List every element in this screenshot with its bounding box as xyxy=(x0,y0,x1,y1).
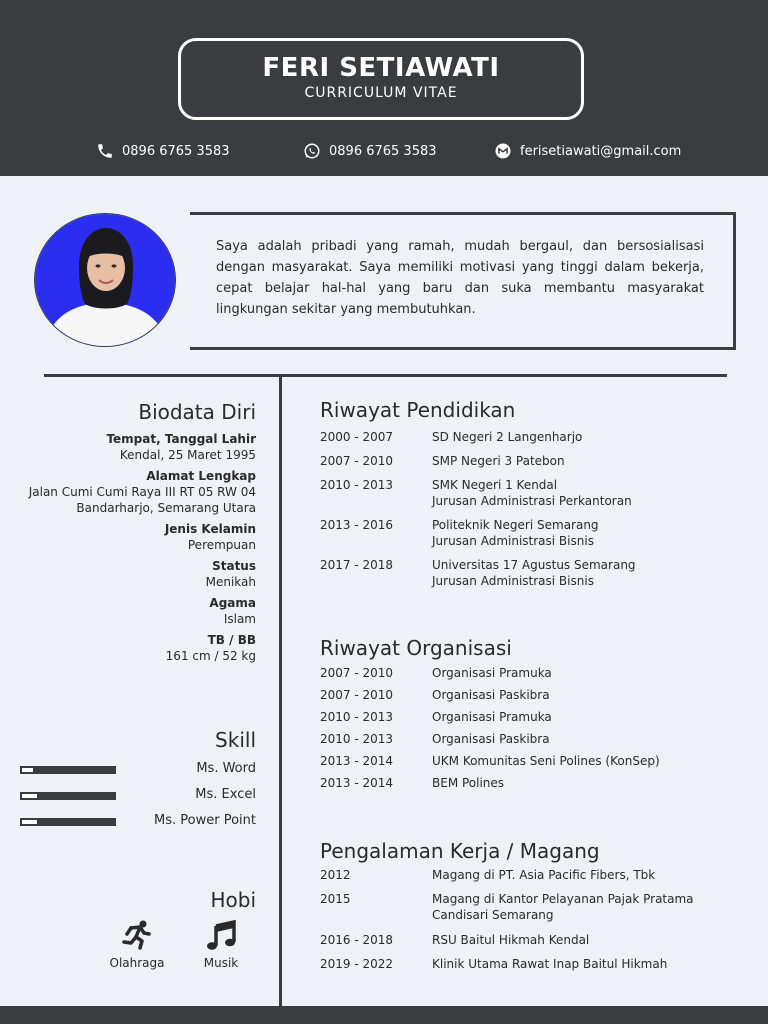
skill-bar xyxy=(20,766,116,774)
biodata-value: Kendal, 25 Maret 1995 xyxy=(119,448,256,462)
entry-line: SMK Negeri 1 Kendal xyxy=(432,478,558,492)
entry-year: 2012 xyxy=(320,868,351,882)
footer-bar xyxy=(0,1006,768,1024)
entry-year: 2007 - 2010 xyxy=(320,454,394,468)
skill-item xyxy=(20,813,256,833)
biodata-value: 161 cm / 52 kg xyxy=(165,649,256,663)
skill-name: Ms. Excel xyxy=(195,787,256,802)
profile-photo-image xyxy=(35,214,176,347)
skill-item xyxy=(20,761,256,781)
entry-year: 2010 - 2013 xyxy=(320,710,394,724)
organisasi-title: Riwayat Organisasi xyxy=(320,636,512,660)
entry-line: Magang di Kantor Pelayanan Pajak Pratama xyxy=(432,892,694,906)
skill-item xyxy=(20,787,256,807)
hobi-label: Olahraga xyxy=(109,956,165,970)
entry-year: 2017 - 2018 xyxy=(320,558,394,572)
entry-description: SMP Negeri 3 Patebon xyxy=(432,454,565,468)
biodata-section xyxy=(20,398,256,664)
biodata-value: Jalan Cumi Cumi Raya III RT 05 RW 04 xyxy=(28,485,256,499)
skill-bar-fill xyxy=(22,820,37,824)
biodata-value: Bandarharjo, Semarang Utara xyxy=(76,501,256,515)
biodata-label: Alamat Lengkap xyxy=(146,469,256,483)
entry-year: 2013 - 2014 xyxy=(320,754,394,768)
contact-phone[interactable] xyxy=(96,142,230,160)
document-subtitle: CURRICULUM VITAE xyxy=(304,85,458,101)
entry-description: UKM Komunitas Seni Polines (KonSep) xyxy=(432,754,660,768)
entry-description xyxy=(432,891,732,923)
name-box xyxy=(178,38,584,120)
entry-year: 2013 - 2016 xyxy=(320,518,394,532)
entry-year: 2015 xyxy=(320,892,351,906)
entry-description xyxy=(432,477,732,509)
entry-year: 2007 - 2010 xyxy=(320,688,394,702)
skill-name: Ms. Word xyxy=(196,761,256,776)
entry-year: 2019 - 2022 xyxy=(320,957,394,971)
header-bar xyxy=(0,0,768,176)
phone-icon xyxy=(96,142,114,160)
person-name: FERI SETIAWATI xyxy=(262,53,500,83)
vertical-divider xyxy=(279,376,282,1006)
email-address: ferisetiawati@gmail.com xyxy=(520,143,682,159)
entry-line: Jurusan Administrasi Bisnis xyxy=(432,534,594,548)
profile-photo xyxy=(34,213,176,347)
skill-bar-fill xyxy=(22,768,33,772)
hobi-title: Hobi xyxy=(210,888,256,912)
skill-bar-fill xyxy=(22,794,37,798)
entry-line: Jurusan Administrasi Bisnis xyxy=(432,574,594,588)
entry-description: BEM Polines xyxy=(432,776,505,790)
biodata-label: Status xyxy=(212,559,256,573)
entry-year: 2000 - 2007 xyxy=(320,430,394,444)
hobi-label: Musik xyxy=(203,956,239,970)
skill-bar xyxy=(20,818,116,826)
skill-name: Ms. Power Point xyxy=(154,813,256,828)
entry-line: Politeknik Negeri Semarang xyxy=(432,518,599,532)
entry-description: Organisasi Pramuka xyxy=(432,710,552,724)
biodata-value: Islam xyxy=(223,612,256,626)
biodata-label: Agama xyxy=(209,596,256,610)
email-icon xyxy=(494,142,512,160)
entry-description xyxy=(432,557,732,589)
contact-email[interactable] xyxy=(494,142,681,160)
skill-bar xyxy=(20,792,116,800)
entry-line: Jurusan Administrasi Perkantoran xyxy=(432,494,632,508)
entry-description: SD Negeri 2 Langenharjo xyxy=(432,430,583,444)
entry-year: 2010 - 2013 xyxy=(320,478,394,492)
entry-description: Organisasi Paskibra xyxy=(432,688,550,702)
entry-description xyxy=(432,517,732,549)
horizontal-divider xyxy=(44,374,727,377)
entry-year: 2010 - 2013 xyxy=(320,732,394,746)
biodata-value: Menikah xyxy=(205,575,256,589)
music-note-icon xyxy=(204,920,238,950)
whatsapp-number: 0896 6765 3583 xyxy=(329,143,437,159)
hobi-item xyxy=(102,920,172,970)
biodata-title: Biodata Diri xyxy=(138,400,256,424)
entry-year: 2007 - 2010 xyxy=(320,666,394,680)
entry-description: RSU Baitul Hikmah Kendal xyxy=(432,933,590,947)
entry-description: Organisasi Paskibra xyxy=(432,732,550,746)
biodata-label: Jenis Kelamin xyxy=(164,522,256,536)
biodata-label: TB / BB xyxy=(207,633,256,647)
entry-description: Klinik Utama Rawat Inap Baitul Hikmah xyxy=(432,957,668,971)
about-paragraph: Saya adalah pribadi yang ramah, mudah bergaul, dan bersosialisasi dengan masyarakat. Saya memiliki motivasi yang tinggi dalam bekerja, cepat belajar hal-hal yang baru dan suka membantu masyarakat lingkungan sekitar yang membutuhkan. xyxy=(216,239,704,317)
skill-title: Skill xyxy=(215,728,256,752)
entry-description: Magang di PT. Asia Pacific Fibers, Tbk xyxy=(432,868,656,882)
entry-description: Organisasi Pramuka xyxy=(432,666,552,680)
biodata-label: Tempat, Tanggal Lahir xyxy=(106,432,256,446)
entry-year: 2016 - 2018 xyxy=(320,933,394,947)
entry-line: Candisari Semarang xyxy=(432,908,554,922)
contact-whatsapp[interactable] xyxy=(303,142,437,160)
biodata-value: Perempuan xyxy=(187,538,256,552)
pendidikan-title: Riwayat Pendidikan xyxy=(320,398,516,422)
running-icon xyxy=(120,920,154,950)
entry-year: 2013 - 2014 xyxy=(320,776,394,790)
hobi-item xyxy=(186,920,256,970)
kerja-title: Pengalaman Kerja / Magang xyxy=(320,839,600,863)
phone-number: 0896 6765 3583 xyxy=(122,143,230,159)
whatsapp-icon xyxy=(303,142,321,160)
entry-line: Universitas 17 Agustus Semarang xyxy=(432,558,636,572)
